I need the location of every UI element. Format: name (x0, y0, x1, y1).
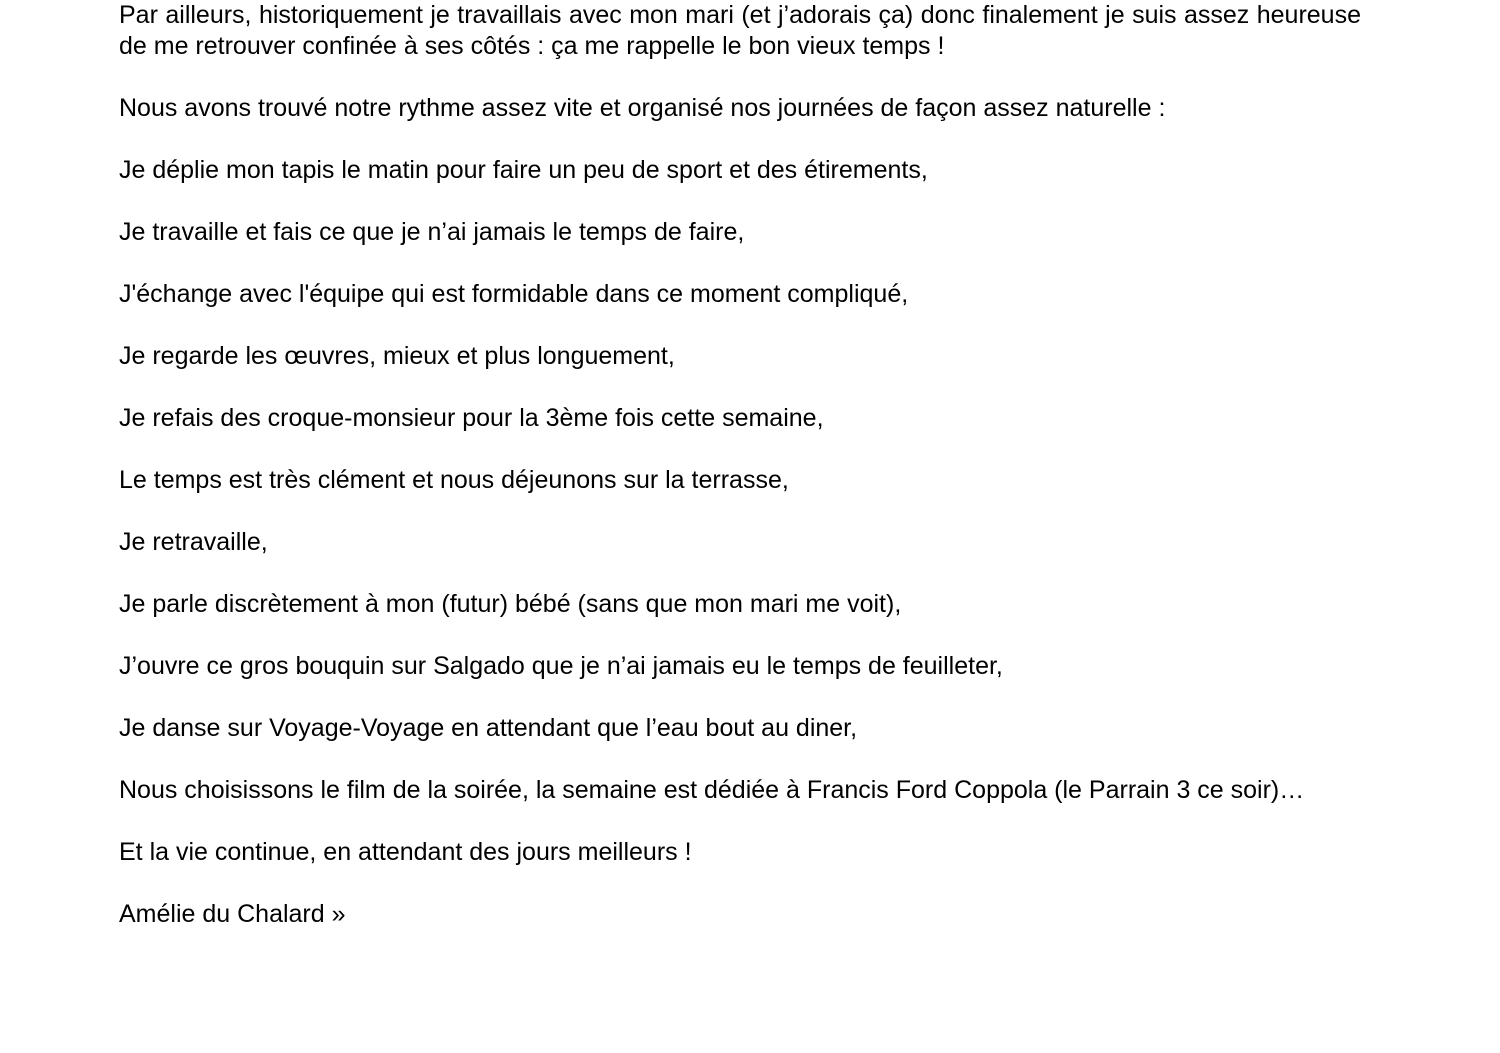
list-item: Je parle discrètement à mon (futur) bébé (sans que mon mari me voit), (119, 590, 902, 618)
paragraph-spacer (119, 434, 1361, 465)
list-item: J'échange avec l'équipe qui est formidable dans ce moment compliqué, (119, 280, 909, 308)
list-item: Je retravaille, (119, 528, 268, 556)
paragraph-spacer (119, 806, 1361, 837)
paragraph-spacer (119, 558, 1361, 589)
paragraph-spacer (119, 248, 1361, 279)
closing-paragraph: Et la vie continue, en attendant des jours meilleurs ! (119, 838, 692, 866)
document-body (119, 0, 1361, 930)
paragraph-spacer (119, 372, 1361, 403)
paragraph-spacer (119, 62, 1361, 93)
paragraph-spacer (119, 682, 1361, 713)
rhythm-paragraph: Nous avons trouvé notre rythme assez vite et organisé nos journées de façon assez naturelle : (119, 94, 1166, 122)
list-item: Je danse sur Voyage-Voyage en attendant que l’eau bout au diner, (119, 714, 858, 742)
list-item: Nous choisissons le film de la soirée, la semaine est dédiée à Francis Ford Coppola (le Parrain 3 ce soir)… (119, 776, 1305, 804)
paragraph-spacer (119, 744, 1361, 775)
paragraph-spacer (119, 496, 1361, 527)
list-item: J’ouvre ce gros bouquin sur Salgado que je n’ai jamais eu le temps de feuilleter, (119, 652, 1003, 680)
signature: Amélie du Chalard » (119, 900, 346, 928)
list-item: Le temps est très clément et nous déjeunons sur la terrasse, (119, 466, 789, 494)
paragraph-spacer (119, 124, 1361, 155)
list-item: Je déplie mon tapis le matin pour faire un peu de sport et des étirements, (119, 156, 928, 184)
paragraph-spacer (119, 186, 1361, 217)
list-item: Je regarde les œuvres, mieux et plus longuement, (119, 342, 675, 370)
paragraph-spacer (119, 310, 1361, 341)
intro-paragraph: Par ailleurs, historiquement je travaillais avec mon mari (et j’adorais ça) donc finalement je suis assez heureuse de me retrouver confinée à ses côtés : ça me rappelle le bon vieux temps ! (119, 1, 1361, 60)
paragraph-spacer (119, 620, 1361, 651)
paragraph-spacer (119, 868, 1361, 899)
list-item: Je refais des croque-monsieur pour la 3ème fois cette semaine, (119, 404, 824, 432)
list-item: Je travaille et fais ce que je n’ai jamais le temps de faire, (119, 218, 745, 246)
